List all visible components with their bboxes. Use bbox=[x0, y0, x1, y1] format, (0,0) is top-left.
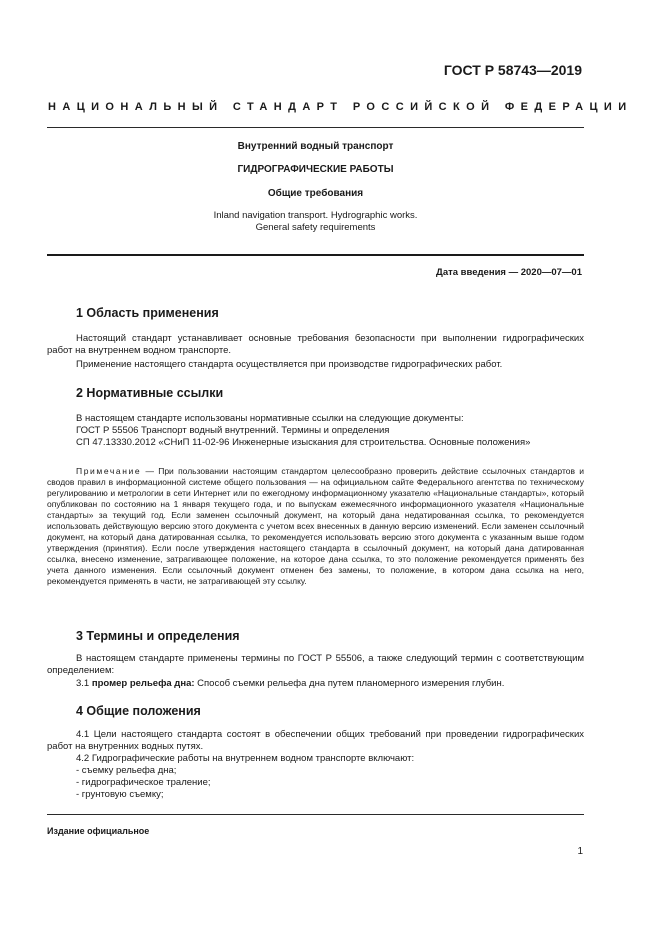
english-title-line-2: General safety requirements bbox=[255, 222, 376, 233]
section-4-paragraph-2: 4.2 Гидрографические работы на внутреннем водном транспорте включают: bbox=[76, 753, 415, 764]
term-name: промер рельефа дна: bbox=[91, 678, 195, 689]
note-label: Примечание bbox=[76, 466, 142, 476]
note-block bbox=[47, 466, 584, 587]
document-title: ГИДРОГРАФИЧЕСКИЕ РАБОТЫ bbox=[237, 164, 394, 175]
list-item: - съемку рельефа дна; bbox=[76, 765, 177, 776]
title-divider bbox=[47, 254, 584, 256]
list-item: - гидрографическое траление; bbox=[76, 777, 211, 788]
section-1-paragraph-2: Применение настоящего стандарта осуществляется при производстве гидрографических работ. bbox=[76, 359, 503, 370]
section-4-paragraph-1: 4.1 Цели настоящего стандарта состоят в обеспечении общих требований при проведении гидрографических работ на внутренних водных путях. bbox=[47, 729, 584, 752]
term-definition: 3.1 промер рельефа дна: Способ съемки рельефа дна путем планомерного измерения глубин. bbox=[76, 678, 505, 689]
normative-reference-1: ГОСТ Р 55506 Транспорт водный внутренний. Термины и определения bbox=[76, 425, 390, 436]
document-number: ГОСТ Р 58743—2019 bbox=[443, 62, 582, 78]
note-text: — При пользовании настоящим стандартом целесообразно проверить действие ссылочных стандартов и сводов правил в информационной системе общего пользования — на официальном сайте Федерального агентства по техническому регулированию и метрологии в сети Интернет или по ежегодному информационному указателю «Национальные стандарты», который опубликован по состоянию на 1 января текущего года, и по выпускам ежемесячного информационного указателя «Национальные стандарты» за текущий год. Если заменен ссылочный документ, на который дана недатированная ссылка, то рекомендуется использовать действующую версию этого документа с учетом всех внесенных в данную версию изменений. Если заменен ссылочный документ, на который дана датированная ссылка, то рекомендуется использовать версию этого документа с указанным выше годом утверждения (принятия). Если после утверждения настоящего стандарта в ссылочный документ, на который дана датированная ссылка, внесено изменение, затрагивающее положение, на которое дана ссылка, то это положение рекомендуется применять без учета данного изменения. Если ссылочный документ отменен без замены, то положение, в котором дана ссылка на него, рекомендуется применять в части, не затрагивающей эту ссылку. bbox=[47, 466, 584, 586]
english-title-line-1: Inland navigation transport. Hydrographic works. bbox=[213, 210, 418, 221]
section-1-heading: 1 Область применения bbox=[76, 306, 219, 320]
list-item: - грунтовую съемку; bbox=[76, 789, 164, 800]
section-2-paragraph-1: В настоящем стандарте использованы нормативные ссылки на следующие документы: bbox=[76, 413, 464, 424]
official-edition-label: Издание официальное bbox=[47, 826, 150, 836]
page-number: 1 bbox=[577, 846, 583, 857]
footer-divider bbox=[47, 814, 584, 815]
normative-reference-2: СП 47.13330.2012 «СНиП 11-02-96 Инженерные изыскания для строительства. Основные положения» bbox=[76, 437, 531, 448]
header-divider bbox=[47, 127, 584, 128]
section-3-heading: 3 Термины и определения bbox=[76, 629, 240, 643]
section-4-heading: 4 Общие положения bbox=[76, 704, 201, 718]
section-2-heading: 2 Нормативные ссылки bbox=[76, 386, 224, 400]
english-title bbox=[47, 210, 584, 234]
section-3-paragraph-1: В настоящем стандарте применены термины по ГОСТ Р 55506, а также следующий термин с соответствующим определением: bbox=[47, 653, 584, 676]
section-1-paragraph-1: Настоящий стандарт устанавливает основные требования безопасности при выполнении гидрографических работ на внутреннем водном транспорте. bbox=[47, 333, 584, 356]
national-standard-banner: НАЦИОНАЛЬНЫЙ СТАНДАРТ РОССИЙСКОЙ ФЕДЕРАЦИИ bbox=[48, 101, 633, 113]
document-subject: Внутренний водный транспорт bbox=[237, 141, 394, 152]
document-subtitle: Общие требования bbox=[267, 188, 364, 199]
introduction-date: Дата введения — 2020—07—01 bbox=[436, 267, 582, 278]
